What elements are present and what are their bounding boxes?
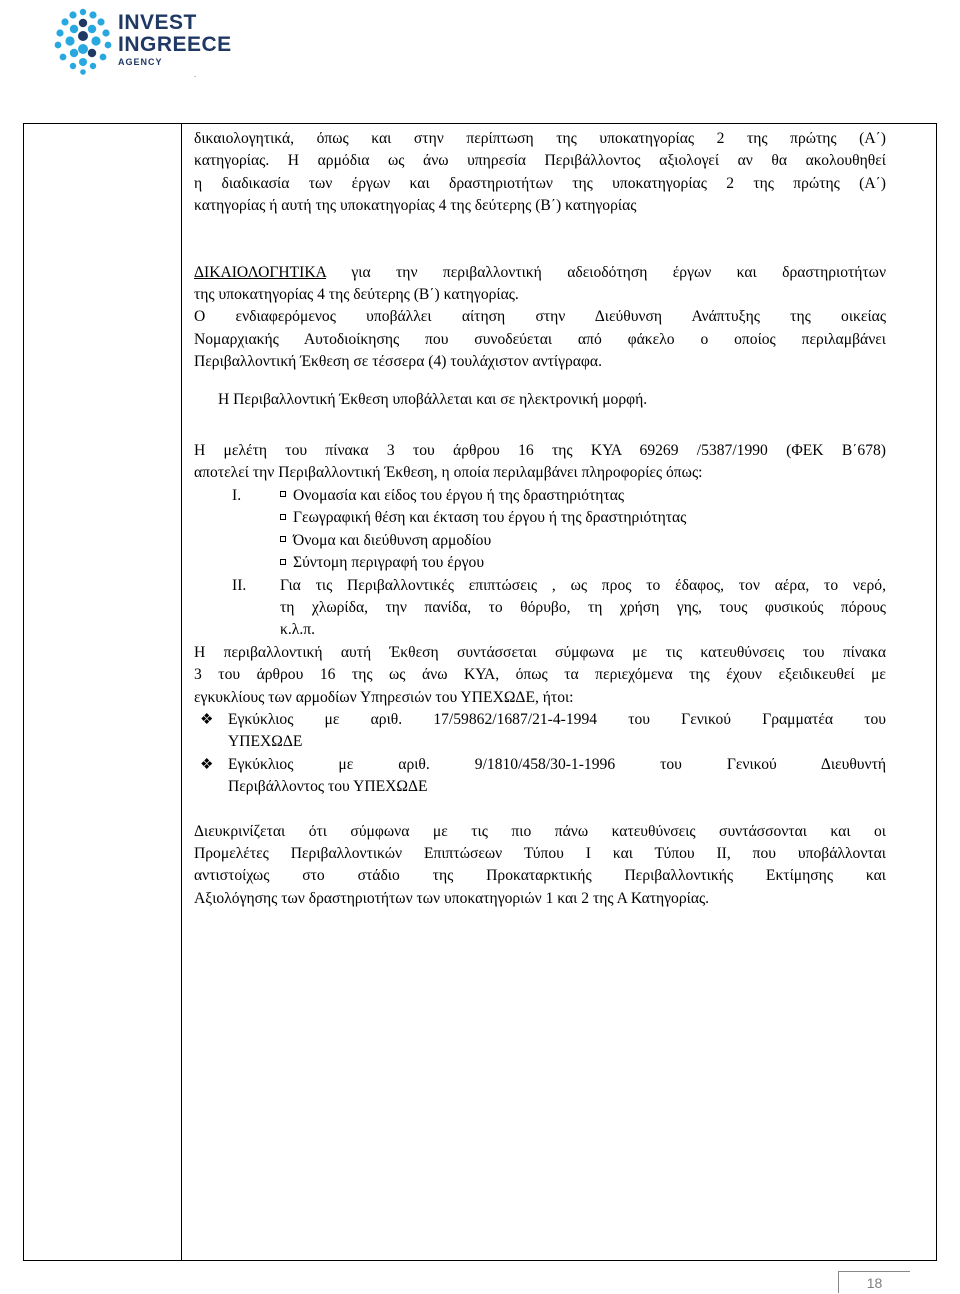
- page-number: 18: [838, 1271, 910, 1293]
- roman-list-item-2: [194, 575, 886, 642]
- table-column-divider: [181, 123, 182, 1261]
- diamond-bullet-icon: ❖: [200, 756, 214, 773]
- logo-wordmark: [118, 12, 232, 67]
- circular-1-line-2: ΥΠΕΧΩΔΕ: [228, 733, 303, 751]
- paragraph-6-line-3: εγκυκλίους των αρμοδίων Υπηρεσιών του ΥΠΕΧΩΔΕ, ήτοι:: [194, 688, 574, 706]
- paragraph-5-line-1: Η μελέτη του πίνακα 3 του άρθρου 16 της ΚΥΑ 69269 /5387/1990 (ΦΕΚ Β΄678): [194, 442, 886, 460]
- square-bullet-icon: [280, 559, 286, 565]
- diamond-bullet-icon: ❖: [200, 711, 214, 728]
- paragraph-7-line-3: αντιστοίχως στο στάδιο της Προκαταρκτικής Περιβαλλοντικής Εκτίμησης και: [194, 867, 886, 885]
- square-bullet-icon: [280, 536, 286, 542]
- logo-line-1: INVEST: [118, 11, 197, 34]
- info-item-4: Σύντομη περιγραφή του έργου: [280, 552, 886, 574]
- logo-line-3: AGENCY: [118, 57, 163, 67]
- info-item-1: Ονομασία και είδος του έργου ή της δραστηριότητας: [280, 485, 886, 507]
- paragraph-5-line-2: αποτελεί την Περιβαλλοντική Έκθεση, η οποία περιλαμβάνει πληροφορίες όπως:: [194, 464, 703, 482]
- circular-2-line-2: Περιβάλλοντος του ΥΠΕΧΩΔΕ: [228, 778, 428, 796]
- paragraph-7-line-1: Διευκρινίζεται ότι σύμφωνα με τις πιο πάνω κατευθύνσεις συντάσσονται και οι: [194, 822, 886, 840]
- circular-1-line-1: Εγκύκλιος με αριθ. 17/59862/1687/21-4-1994 του Γενικού Γραμματέα του: [228, 710, 886, 728]
- paragraph-6-line-2: 3 του άρθρου 16 της ως άνω ΚΥΑ, όπως τα περιεχόμενα της έχουν εξειδικευθεί με: [194, 666, 886, 684]
- paragraph-7-line-2: Προμελέτες Περιβαλλοντικών Επιπτώσεων Τύπου Ι και Τύπου ΙΙ, που υποβάλλονται: [194, 844, 886, 862]
- roman-numeral-2: II.: [232, 576, 247, 594]
- paragraph-2-rest: για την περιβαλλοντική αδειοδότηση έργων και δραστηριοτήτων: [326, 263, 886, 281]
- roman-2-line-2: τη χλωρίδα, την πανίδα, το θόρυβο, τη χρήση γης, τους φυσικούς πόρους: [280, 598, 886, 616]
- square-bullet-icon: [280, 514, 286, 520]
- paragraph-6-line-1: Η περιβαλλοντική αυτή Έκθεση συντάσσεται σύμφωνα με τις κατευθύνσεις του πίνακα: [194, 643, 886, 661]
- info-item-3: Όνομα και διεύθυνση αρμοδίου: [280, 530, 886, 552]
- roman-2-line-3: κ.λ.π.: [280, 621, 315, 639]
- info-item-2: Γεωγραφική θέση και έκταση του έργου ή της δραστηριότητας: [280, 507, 886, 529]
- document-body: [194, 128, 886, 910]
- circular-item-1: [194, 709, 886, 754]
- paragraph-1-line-2: κατηγορίας. Η αρμόδια ως άνω υπηρεσία Περιβάλλοντος αξιολογεί αν θα ακολουθηθεί: [194, 152, 886, 170]
- roman-2-line-1: Για τις Περιβαλλοντικές επιπτώσεις , ως προς το έδαφος, τον αέρα, το νερό,: [280, 576, 886, 594]
- paragraph-3-line-2: Νομαρχιακής Αυτοδιοίκησης που συνοδεύεται από φάκελο ο οποίος περιλαμβάνει: [194, 330, 886, 348]
- paragraph-2-line-2: της υποκατηγορίας 4 της δεύτερης (Β΄) κατηγορίας.: [194, 286, 519, 304]
- roman-list-item-1: [194, 485, 886, 575]
- paragraph-4: Η Περιβαλλοντική Έκθεση υποβάλλεται και σε ηλεκτρονική μορφή.: [218, 390, 648, 408]
- paragraph-3-line-1: Ο ενδιαφερόμενος υποβάλλει αίτηση στην Διεύθυνση Ανάπτυξης της οικείας: [194, 308, 886, 326]
- paragraph-1-line-4: κατηγορίας ή αυτή της υποκατηγορίας 4 της δεύτερης (Β΄) κατηγορίας: [194, 197, 637, 215]
- logo-line-2: INGREECE: [118, 33, 232, 56]
- paragraph-1-line-1: δικαιολογητικά, όπως και στην περίπτωση της υποκατηγορίας 2 της πρώτης (Α΄): [194, 130, 886, 147]
- paragraph-2-line-1: [194, 262, 886, 284]
- logo-mark: .: [194, 70, 197, 79]
- roman-numeral-1: I.: [232, 486, 242, 504]
- square-bullet-icon: [280, 491, 286, 497]
- paragraph-3-line-3: Περιβαλλοντική Έκθεση σε τέσσερα (4) τουλάχιστον αντίγραφα.: [194, 353, 602, 371]
- dikaiologitika-heading: ΔΙΚΑΙΟΛΟΓΗΤΙΚΑ: [194, 263, 327, 281]
- circular-item-2: [194, 754, 886, 799]
- logo-dots-icon: [48, 6, 118, 76]
- circular-2-line-1: Εγκύκλιος με αριθ. 9/1810/458/30-1-1996 του Γενικού Διευθυντή: [228, 755, 886, 773]
- paragraph-1-line-3: η διαδικασία των έργων και δραστηριοτήτων της υποκατηγορίας 2 της πρώτης (Α΄): [194, 174, 886, 192]
- paragraph-7-line-4: Αξιολόγησης των δραστηριοτήτων των υποκατηγοριών 1 και 2 της Α Κατηγορίας.: [194, 889, 710, 907]
